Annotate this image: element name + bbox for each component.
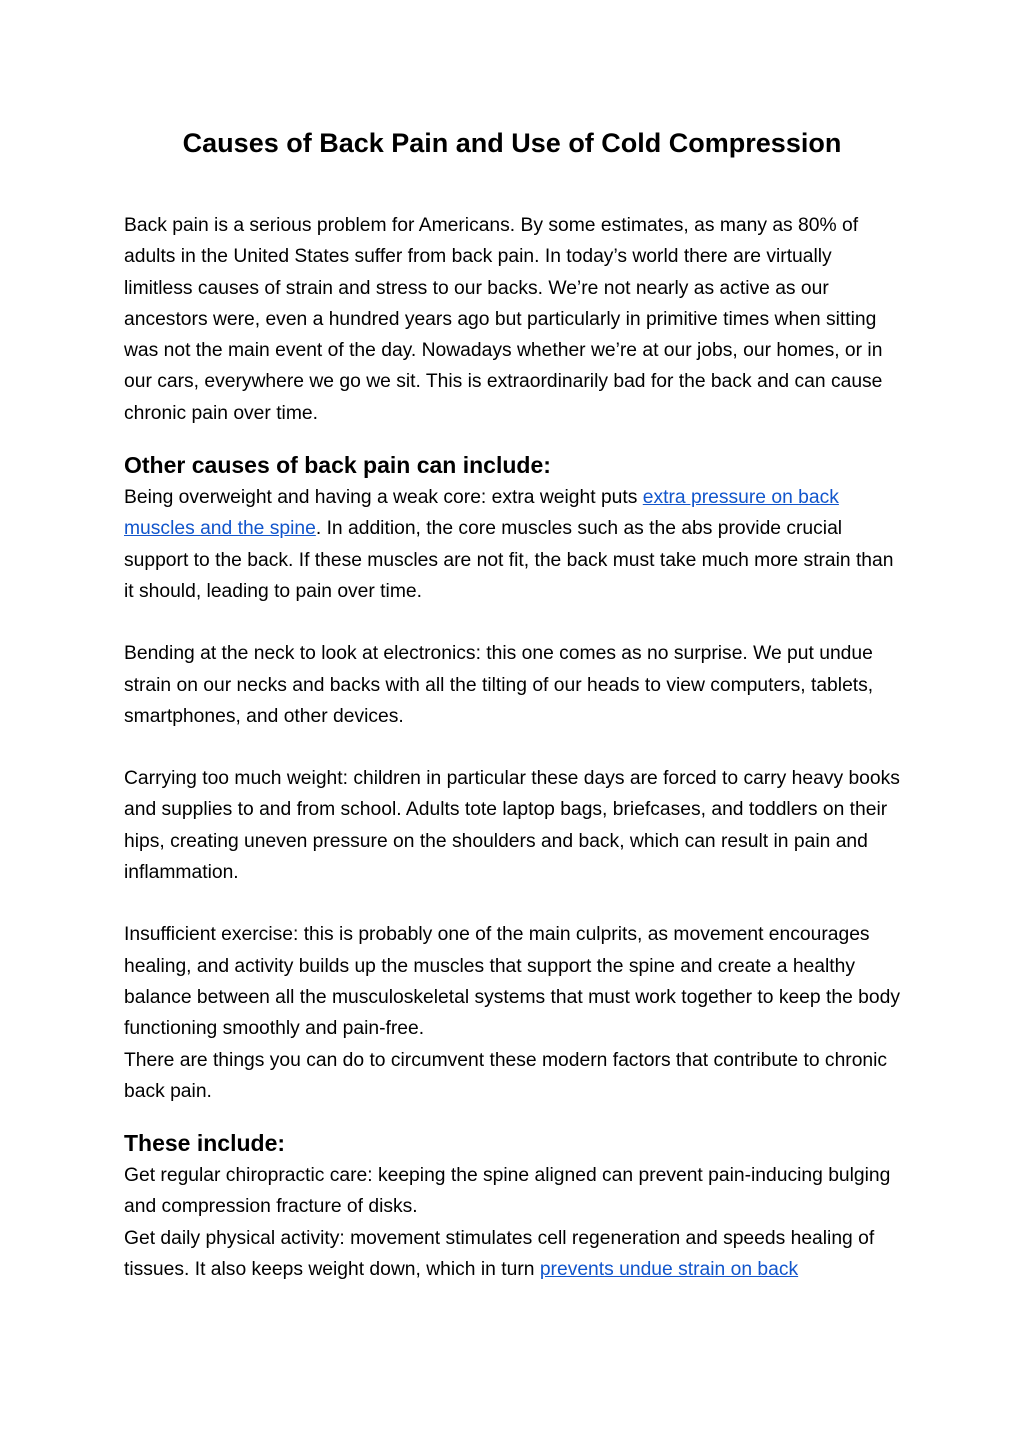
back-muscles-link[interactable]: extra pressure on back muscles and the spine — [124, 487, 839, 540]
paragraph-gap — [124, 732, 900, 763]
chiropractic-paragraph: Get regular chiropractic care: keeping the spine aligned can prevent pain-inducing bulging and compression fracture of disks. — [124, 1165, 891, 1218]
document-page — [124, 118, 900, 1285]
remedies-heading: These include: — [124, 1130, 286, 1157]
intro-paragraph: Back pain is a serious problem for Americans. By some estimates, as many as 80% of adults in the United States suffer from back pain. In today’s world there are virtually limitless causes of strain and stress to our backs. We’re not nearly as active as our ancestors were, even a hundred years ago but particularly in primitive times when sitting was not the main event of the day. Nowadays whether we’re at our jobs, our homes, or in our cars, everywhere we go we sit. This is extraordinarily bad for the back and can cause chronic pain over time. — [124, 215, 883, 424]
paragraph-gap — [124, 888, 900, 919]
causes-heading: Other causes of back pain can include: — [124, 452, 551, 479]
paragraph-gap — [124, 607, 900, 638]
prevents-strain-link[interactable]: prevents undue strain on back — [539, 1259, 799, 1281]
circumvent-paragraph: There are things you can do to circumvent these modern factors that contribute to chronic back pain. — [124, 1049, 888, 1102]
activity-text-before: Get daily physical activity: movement stimulates cell regeneration and speeds healing of tissues. It also keeps weight down, which in turn — [124, 1227, 875, 1281]
neck-paragraph: Bending at the neck to look at electronics: this one comes as no surprise. We put undue strain on our necks and backs with all the tilting of our heads to view computers, tablets, smartphones, and other devices. — [124, 643, 874, 727]
overweight-text-before: Being overweight and having a weak core: extra weight puts — [124, 487, 643, 509]
exercise-paragraph: Insufficient exercise: this is probably one of the main culprits, as movement encourages healing, and activity builds up the muscles that support the spine and create a healthy balance between all the musculoskeletal systems that must work together to keep the body functioning smoothly and pain-free. — [124, 924, 900, 1040]
overweight-text-after: . In addition, the core muscles such as the abs provide crucial support to the back. If these muscles are not fit, the back must take much more strain than it should, leading to pain over time. — [124, 518, 894, 602]
overweight-paragraph — [124, 482, 900, 607]
activity-paragraph — [124, 1223, 900, 1286]
weight-paragraph: Carrying too much weight: children in particular these days are forced to carry heavy books and supplies to and from school. Adults tote laptop bags, briefcases, and toddlers on their hips, creating uneven pressure on the shoulders and back, which can result in pain and inflammation. — [124, 768, 900, 884]
document-title: Causes of Back Pain and Use of Cold Compression — [182, 128, 842, 158]
